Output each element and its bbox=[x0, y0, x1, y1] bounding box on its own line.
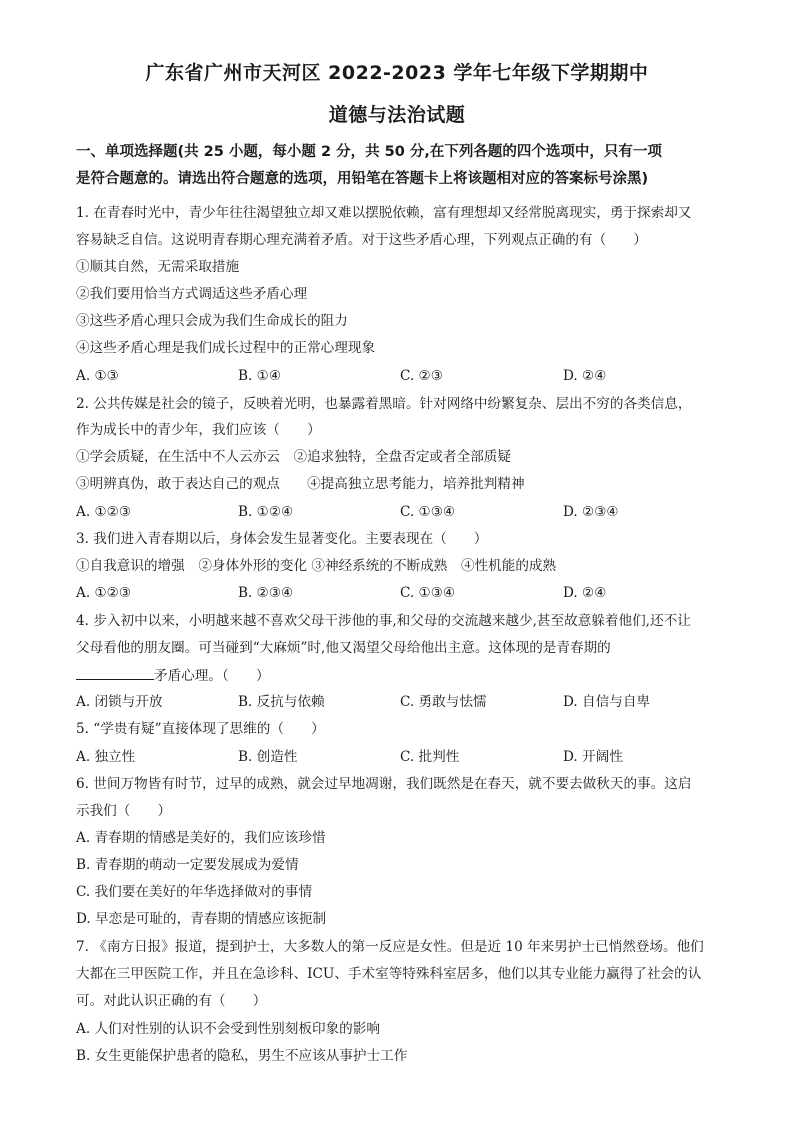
question-1-statement: ①顺其自然，无需采取措施 bbox=[76, 259, 240, 275]
question-4-stem-tail: 矛盾心理。（ ） bbox=[154, 668, 270, 684]
question-1-statement: ④这些矛盾心理是我们成长过程中的正常心理现象 bbox=[76, 340, 376, 356]
option-a[interactable]: A. ①②③ bbox=[76, 585, 132, 601]
question-1-statement: ③这些矛盾心理只会成为我们生命成长的阻力 bbox=[76, 313, 348, 329]
question-6-stem: 6. 世间万物皆有时节，过早的成熟，就会过早地凋谢，我们既然是在春天，就不要去做秋天的事。这启 bbox=[76, 776, 692, 792]
question-7-stem: 可。对此认识正确的有（ ） bbox=[76, 993, 267, 1009]
option-d[interactable]: D. ②④ bbox=[563, 585, 607, 601]
question-1-stem: 1. 在青春时光中，青少年往往渴望独立却又难以摆脱依赖，富有理想却又经常脱离现实，勇于探索却又 bbox=[76, 205, 692, 221]
option-b[interactable]: B. 女生更能保护患者的隐私，男生不应该从事护士工作 bbox=[76, 1048, 408, 1064]
question-4-stem bbox=[76, 665, 270, 686]
option-c[interactable]: C. 我们要在美好的年华选择做对的事情 bbox=[76, 884, 313, 900]
question-1-stem: 容易缺乏自信。这说明青春期心理充满着矛盾。对于这些矛盾心理，下列观点正确的有（ ） bbox=[76, 232, 647, 248]
option-b[interactable]: B. 青春期的萌动一定要发展成为爱情 bbox=[76, 857, 299, 873]
question-2-stem: 2. 公共传媒是社会的镜子，反映着光明，也暴露着黑暗。针对网络中纷繁复杂、层出不穷的各类信息， bbox=[76, 396, 692, 412]
option-b[interactable]: B. ①②④ bbox=[238, 504, 294, 520]
option-c[interactable]: C. 批判性 bbox=[400, 749, 460, 765]
exam-title: 广东省广州市天河区 2022-2023 学年七年级下学期期中 bbox=[145, 62, 649, 84]
option-c[interactable]: C. ②③ bbox=[400, 368, 443, 384]
option-a[interactable]: A. 独立性 bbox=[76, 749, 136, 765]
option-b[interactable]: B. ①④ bbox=[238, 368, 282, 384]
question-2-statement: ①学会质疑，在生活中不人云亦云 ②追求独特，全盘否定或者全部质疑 bbox=[76, 449, 511, 465]
exam-subject: 道德与法治试题 bbox=[328, 104, 466, 126]
option-a[interactable]: A. 青春期的情感是美好的，我们应该珍惜 bbox=[76, 830, 326, 846]
option-a[interactable]: A. 人们对性别的认识不会受到性别刻板印象的影响 bbox=[76, 1021, 380, 1037]
question-7-stem: 7. 《南方日报》报道，提到护士，大多数人的第一反应是女性。但是近 10 年来男护士已悄然登场。他们 bbox=[76, 939, 704, 955]
option-c[interactable]: C. ①③④ bbox=[400, 585, 456, 601]
question-6-stem: 示我们（ ） bbox=[76, 803, 172, 819]
question-2-statement: ③明辨真伪，敢于表达自己的观点 ④提高独立思考能力，培养批判精神 bbox=[76, 476, 525, 492]
question-1-statement: ②我们要用恰当方式调适这些矛盾心理 bbox=[76, 286, 308, 302]
answer-blank[interactable] bbox=[76, 665, 154, 680]
option-a[interactable]: A. ①③ bbox=[76, 368, 119, 384]
option-a[interactable]: A. ①②③ bbox=[76, 504, 132, 520]
option-b[interactable]: B. 创造性 bbox=[238, 749, 298, 765]
option-a[interactable]: A. 闭锁与开放 bbox=[76, 694, 163, 710]
option-b[interactable]: B. 反抗与依赖 bbox=[238, 694, 325, 710]
section-instructions-line: 一、单项选择题(共 25 小题，每小题 2 分，共 50 分,在下列各题的四个选项中，只有一项 bbox=[76, 144, 662, 160]
option-d[interactable]: D. 开阔性 bbox=[563, 749, 623, 765]
option-d[interactable]: D. 自信与自卑 bbox=[563, 694, 651, 710]
section-instructions-line: 是符合题意的。请选出符合题意的选项，用铅笔在答题卡上将该题相对应的答案标号涂黑) bbox=[76, 171, 649, 187]
option-c[interactable]: C. 勇敢与怯懦 bbox=[400, 694, 487, 710]
question-5-stem: 5. “学贵有疑”直接体现了思维的（ ） bbox=[76, 721, 325, 737]
option-c[interactable]: C. ①③④ bbox=[400, 504, 456, 520]
option-d[interactable]: D. ②③④ bbox=[563, 504, 619, 520]
question-3-statement: ①自我意识的增强 ②身体外形的变化 ③神经系统的不断成熟 ④性机能的成熟 bbox=[76, 558, 557, 574]
option-d[interactable]: D. ②④ bbox=[563, 368, 607, 384]
option-b[interactable]: B. ②③④ bbox=[238, 585, 294, 601]
question-4-stem: 父母看他的朋友圈。可当碰到“大麻烦”时,他又渴望父母给他出主意。这体现的是青春期的 bbox=[76, 640, 611, 656]
question-4-stem: 4. 步入初中以来，小明越来越不喜欢父母干涉他的事,和父母的交流越来越少,甚至故意躲着他们,还不让 bbox=[76, 613, 691, 629]
section-heading bbox=[76, 139, 726, 193]
question-3-stem: 3. 我们进入青春期以后，身体会发生显著变化。主要表现在（ ） bbox=[76, 531, 488, 547]
question-2-stem: 作为成长中的青少年，我们应该（ ） bbox=[76, 422, 321, 438]
option-d[interactable]: D. 早恋是可耻的，青春期的情感应该扼制 bbox=[76, 911, 327, 927]
question-7-stem: 大都在三甲医院工作，并且在急诊科、ICU、手术室等特殊科室居多，他们以其专业能力赢得了社会的认 bbox=[76, 966, 702, 982]
